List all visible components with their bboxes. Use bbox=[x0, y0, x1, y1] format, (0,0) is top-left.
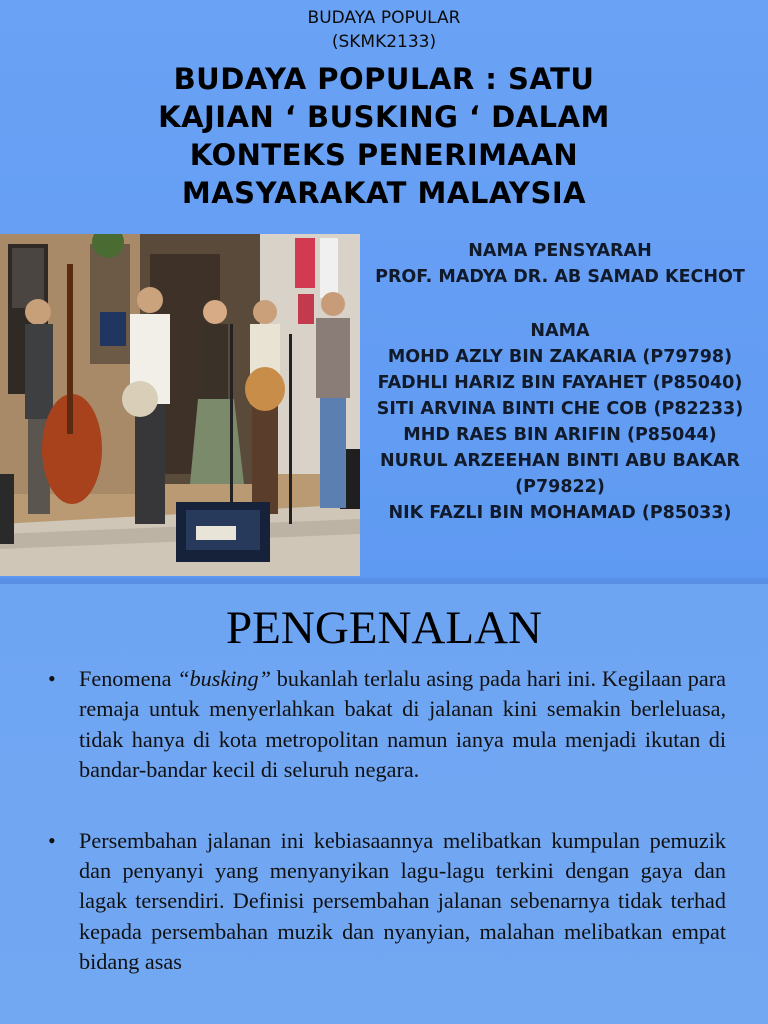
member-name: MHD RAES BIN ARIFIN (P85044) bbox=[403, 425, 717, 445]
bullet-icon: • bbox=[48, 827, 56, 853]
title-line: BUDAYA POPULAR : SATU bbox=[173, 62, 595, 96]
bullet-item bbox=[46, 664, 726, 786]
introduction-slide bbox=[0, 584, 768, 1024]
course-code: (SKMK2133) bbox=[331, 32, 437, 52]
member-name: MOHD AZLY BIN ZAKARIA (P79798) bbox=[387, 347, 733, 367]
lecturer-name: PROF. MADYA DR. AB SAMAD KECHOT bbox=[375, 267, 745, 287]
member-name: SITI ARVINA BINTI CHE COB (P82233) bbox=[376, 399, 744, 419]
member-name: NIK FAZLI BIN MOHAMAD (P85033) bbox=[388, 503, 732, 523]
member-name: NURUL ARZEEHAN BINTI ABU BAKAR bbox=[379, 451, 740, 471]
title-line: KAJIAN ‘ BUSKING ‘ DALAM bbox=[158, 100, 610, 134]
bullet-icon: • bbox=[48, 666, 56, 691]
authors-block bbox=[350, 238, 768, 526]
slide-title bbox=[0, 60, 768, 212]
course-name: BUDAYA POPULAR bbox=[307, 8, 461, 28]
slide-heading: PENGENALAN bbox=[226, 602, 542, 654]
title-line: KONTEKS PENERIMAAN bbox=[189, 138, 579, 172]
bullet-term: “busking” bbox=[177, 666, 271, 691]
member-name: FADHLI HARIZ BIN FAYAHET (P85040) bbox=[377, 373, 743, 393]
bullet-text: Persembahan jalanan ini kebiasaannya melibatkan kumpulan pemuzik dan penyanyi yang menyanyikan lagu-lagu terkini dengan gaya dan lagak tersendiri. Definisi persembahan jalanan sebenarnya tidak terhad kepada persembahan muzik dan nyanyian, malahan melibatkan empat bidang asas bbox=[79, 827, 726, 975]
member-id: (P79822) bbox=[515, 477, 605, 497]
members-heading: NAMA bbox=[530, 321, 590, 341]
bullet-list bbox=[46, 664, 726, 978]
bullet-text: Fenomena bbox=[79, 666, 178, 691]
lecturer-heading: NAMA PENSYARAH bbox=[468, 241, 652, 261]
busking-photo bbox=[0, 234, 360, 576]
title-line: MASYARAKAT MALAYSIA bbox=[181, 176, 587, 210]
bullet-text: bukanlah terlalu asing pada hari ini. Kegilaan para remaja untuk menyerlahkan bakat di jalanan kini semakin berleluasa, tidak hanya di kota metropolitan namun ianya mula menjadi ikutan di bandar-bandar kecil di seluruh negara. bbox=[79, 666, 726, 783]
bullet-item bbox=[46, 826, 726, 978]
